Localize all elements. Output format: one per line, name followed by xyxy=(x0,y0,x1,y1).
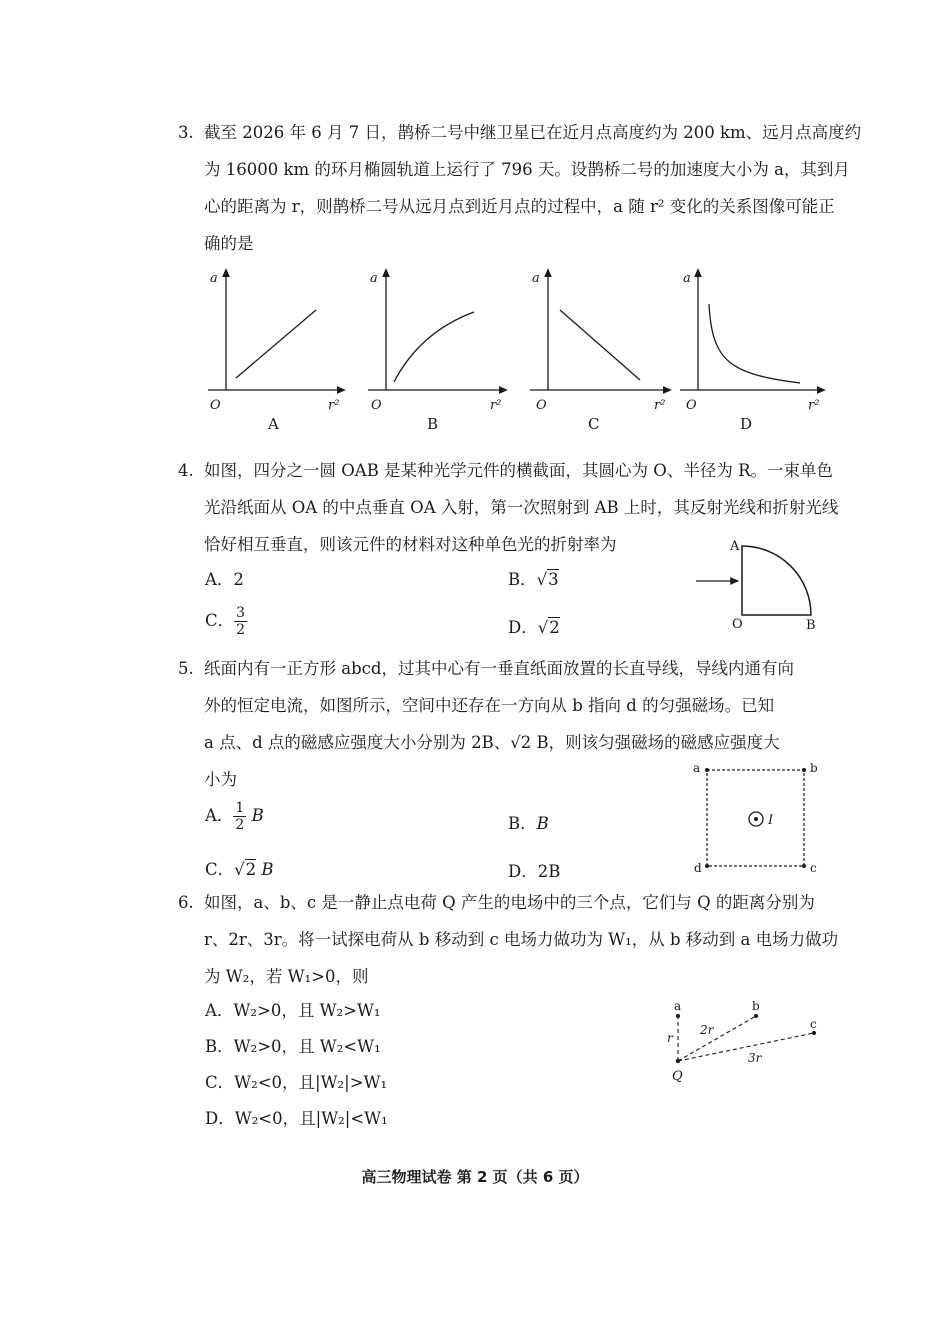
q4-option-a[interactable]: A．2 xyxy=(205,570,244,589)
q4-label-a: A xyxy=(730,539,740,554)
q5-option-d[interactable]: D．2B xyxy=(508,862,561,881)
graph-a-y-axis: a xyxy=(210,271,218,286)
graph-c-origin: O xyxy=(536,398,547,413)
graph-d xyxy=(680,271,822,433)
graph-c-curve xyxy=(560,310,640,380)
question-5-line-2: 外的恒定电流，如图所示，空间中还存在一方向从 b 指向 d 的匀强磁场。已知 xyxy=(204,696,775,715)
q6-option-c[interactable]: C．W₂<0，且|W₂|>W₁ xyxy=(205,1073,388,1092)
question-6-number: 6. xyxy=(178,893,194,912)
question-6-line-1: 6. 如图，a、b、c 是一静止点电荷 Q 产生的电场中的三个点，它们与 Q 的距离分别为 xyxy=(178,884,828,921)
graph-a-origin: O xyxy=(210,398,221,413)
graph-b-label: B xyxy=(427,415,439,433)
q5-label-c: c xyxy=(810,861,817,875)
q6-option-d[interactable]: D．W₂<0，且|W₂|<W₁ xyxy=(205,1109,388,1128)
q6-option-b[interactable]: B．W₂>0，且 W₂<W₁ xyxy=(205,1037,381,1056)
graph-d-origin: O xyxy=(686,398,697,413)
graph-a xyxy=(208,271,342,433)
q6-label-r1: r xyxy=(667,1031,673,1045)
q6-label-q: Q xyxy=(672,1069,683,1084)
graph-c-y-axis: a xyxy=(532,271,540,286)
q6-label-c: c xyxy=(810,1017,817,1031)
question-3 xyxy=(178,114,862,262)
question-3-number: 3. xyxy=(178,123,194,142)
q6-option-a[interactable]: A．W₂>0，且 W₂>W₁ xyxy=(205,1001,381,1020)
q5-label-b: b xyxy=(810,761,818,775)
q6-figure xyxy=(664,998,824,1088)
q5-option-c[interactable]: C．√2 B xyxy=(205,860,274,879)
graph-b-origin: O xyxy=(371,398,382,413)
question-4-line-2: 光沿纸面从 OA 的中点垂直 OA 入射，第一次照射到 AB 上时，其反射光线和折射光线 xyxy=(204,498,839,517)
graph-b-curve xyxy=(394,312,474,382)
question-4-number: 4. xyxy=(178,461,194,480)
question-3-line-3: 心的距离为 r，则鹊桥二号从远月点到近月点的过程中，a 随 r² 变化的关系图像可能正 xyxy=(204,197,835,216)
q4-label-b: B xyxy=(806,618,816,633)
question-6-line-2: r、2r、3r。将一试探电荷从 b 移动到 c 电场力做功为 W₁，从 b 移动到 a 电场力做功 xyxy=(204,930,839,949)
q6-label-b: b xyxy=(752,999,760,1013)
q5-label-current: I xyxy=(768,813,774,828)
graph-b-y-axis: a xyxy=(370,271,378,286)
graph-b xyxy=(368,271,504,433)
question-6 xyxy=(178,884,839,995)
question-5-line-1: 5. 纸面内有一正方形 abcd，过其中心有一垂直纸面放置的长直导线，导线内通有向 xyxy=(178,650,828,687)
graph-c-label: C xyxy=(588,415,600,433)
q4-option-d[interactable]: D．√2 xyxy=(508,618,560,637)
question-3-line-2: 为 16000 km 的环月椭圆轨道上运行了 796 天。设鹊桥二号的加速度大小为 a，其到月 xyxy=(204,160,850,179)
question-4-line-1: 4. 如图，四分之一圆 OAB 是某种光学元件的横截面，其圆心为 O、半径为 R。一束单色 xyxy=(178,452,828,489)
page-footer: 高三物理试卷 第 2 页（共 6 页） xyxy=(361,1168,589,1186)
graph-a-label: A xyxy=(268,415,279,433)
q5-option-b[interactable]: B．B xyxy=(508,814,549,833)
graph-d-x-axis: r² xyxy=(808,398,820,413)
q4-option-b[interactable]: B．√3 xyxy=(508,570,559,589)
q4-label-o: O xyxy=(732,617,743,632)
graph-a-x-axis: r² xyxy=(328,398,340,413)
q5-option-a[interactable]: A． $\frac{1}{2}$ B xyxy=(205,800,264,833)
question-5-number: 5. xyxy=(178,659,194,678)
question-3-graphs xyxy=(0,262,950,442)
question-3-line-1: 3. 截至 2026 年 6 月 7 日，鹊桥二号中继卫星已在近月点高度约为 200 km、远月点高度约 xyxy=(178,114,828,151)
graph-b-x-axis: r² xyxy=(490,398,502,413)
q4-option-c[interactable]: C． $\frac{3}{2}$ xyxy=(205,605,246,638)
graph-a-curve xyxy=(236,310,316,378)
graph-c xyxy=(530,271,668,433)
q6-label-a: a xyxy=(674,999,682,1013)
question-6-line-3: 为 W₂，若 W₁>0，则 xyxy=(204,967,369,986)
q5-label-d: d xyxy=(694,861,702,875)
question-4-line-3: 恰好相互垂直，则该元件的材料对这种单色光的折射率为 xyxy=(204,535,617,554)
graph-d-y-axis: a xyxy=(683,271,691,286)
q4-figure xyxy=(696,536,816,636)
q6-label-r3: 3r xyxy=(748,1051,762,1065)
q5-label-a: a xyxy=(693,761,701,775)
question-3-line-4: 确的是 xyxy=(204,234,254,253)
graph-d-curve xyxy=(709,304,800,383)
graph-c-x-axis: r² xyxy=(654,398,666,413)
graph-d-label: D xyxy=(740,415,753,433)
q6-label-r2: 2r xyxy=(700,1023,714,1037)
q5-figure xyxy=(688,758,828,878)
question-5-line-3: a 点、d 点的磁感应强度大小分别为 2B、√2 B，则该匀强磁场的磁感应强度大 xyxy=(204,733,780,752)
question-5-line-4: 小为 xyxy=(204,770,237,789)
